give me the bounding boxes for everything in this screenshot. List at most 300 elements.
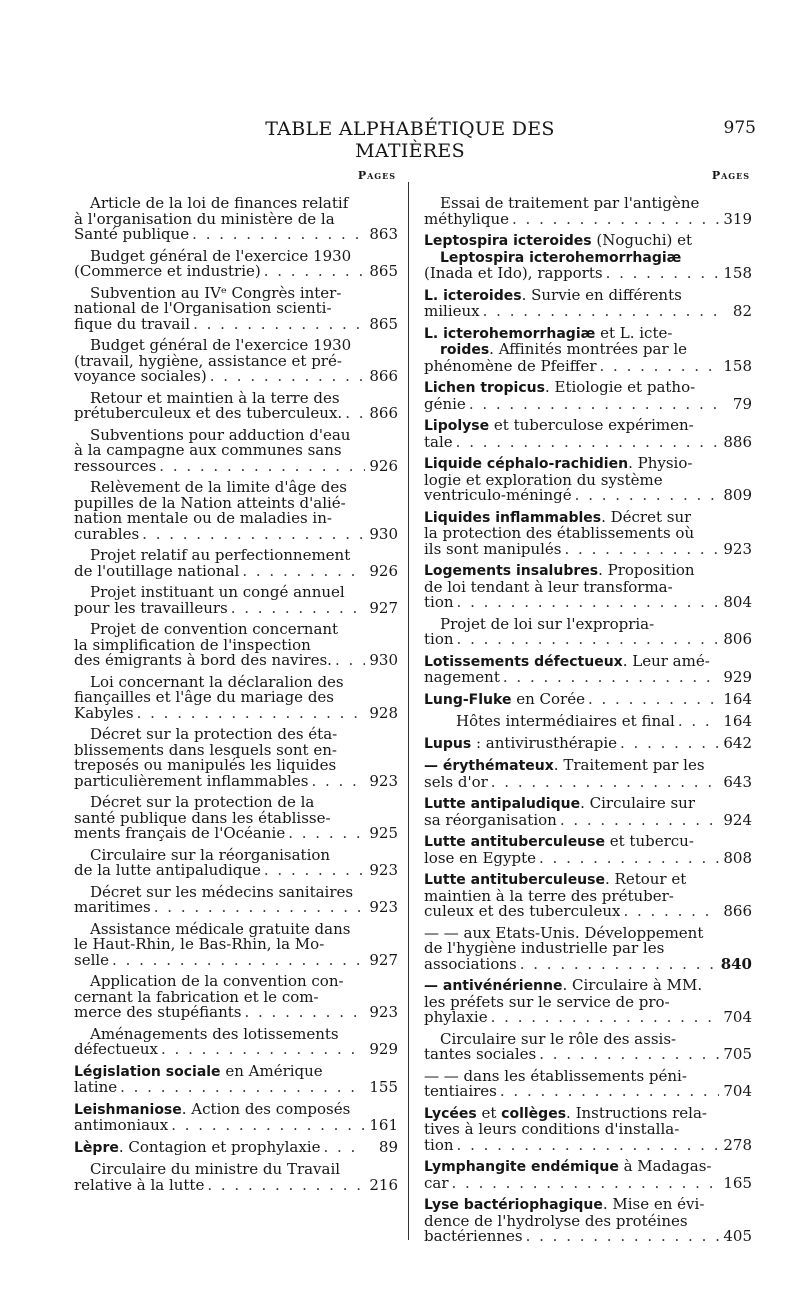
entry-text: en Amérique [220,1063,323,1080]
index-entry [424,380,752,412]
entry-line: santé publique dans les établisse- [74,808,331,827]
entry-line: Retour et maintien à la terre des [90,388,340,407]
dot-leader [171,1118,365,1134]
page-ref: 804 [723,593,752,611]
entry-line: Décret sur la protection des éta- [90,725,338,743]
entry-heading-line [424,288,752,305]
entry-last-line [74,227,398,243]
entry-heading-line [424,342,752,359]
entry-line: logie et exploration du système [424,470,663,489]
page-ref: 82 [732,302,752,320]
index-entry [74,480,398,542]
entry-heading-line [424,796,752,813]
entry-heading [424,418,694,435]
entry-line: à la campagne aux communes sans [74,441,342,459]
entry-last-line [424,1229,752,1245]
entry-heading-line [424,758,752,775]
entry-text: . Contagion et prophylaxie [118,1139,321,1156]
entry-line: Subvention au IVᵉ Congrès inter- [90,283,342,302]
entry-last-line [74,524,398,543]
entry-text: défectueux [74,1042,158,1058]
index-entry [74,548,398,579]
page-ref: 158 [723,356,752,375]
entry-keyword: Leptospira icteroides [424,233,592,249]
index-entry [424,796,752,828]
index-entry [74,919,398,969]
entry-text: tion [424,1137,454,1153]
entry-last-line [74,598,398,617]
entry-text: ments français de l'Océanie [74,826,286,842]
page-ref: 866 [723,902,752,920]
page-ref: 930 [369,651,398,669]
entry-text: ils sont manipulés [424,541,562,557]
page-ref: 923 [723,539,752,558]
entry-text: pour les travailleurs [74,600,228,616]
entry-text: selle [74,952,110,968]
dot-leader [606,266,719,282]
entry-last-line [424,394,752,413]
entry-last-line [424,670,752,686]
dot-leader [539,851,719,867]
dot-leader [288,826,365,842]
dot-leader [483,304,719,320]
page-ref: 278 [723,1135,752,1154]
page-ref: 927 [369,598,398,617]
entry-line: les préfets sur le service de pro- [424,992,670,1011]
index-entry [74,622,398,669]
entry-last-line [74,561,398,580]
entry-text: méthylique [424,211,509,227]
index-entry [74,882,398,916]
page-ref: 929 [723,668,752,686]
entry-keyword: Lung-Fluke [424,691,512,708]
dot-leader [161,1042,365,1058]
entry-last-line [74,456,398,475]
entry-text: et [476,1105,502,1122]
page-ref: 886 [723,432,752,451]
entry-line: — — dans les établissements péni- [424,1066,687,1085]
entry-text: Kabyles [74,705,134,721]
dot-leader [154,900,365,916]
entry-text: tantes sociales [424,1047,537,1063]
entry-line: Circulaire sur la réorganisation [90,845,331,864]
entry-text: lose en Egypte [424,850,537,866]
entry-text: de la lutte antipaludique [74,863,261,879]
dot-leader [231,601,365,617]
dot-leader [323,1140,365,1156]
entry-heading [74,1102,350,1119]
index-entry [424,1106,752,1154]
entry-text: et tubercu- [604,834,694,850]
entry-keyword: Lutte antituberculeuse [424,834,605,850]
entry-heading-line [74,1137,398,1157]
entry-text: . Décret sur [601,509,692,526]
entry-text: Hôtes intermédiaires et final [456,714,675,730]
entry-text: curables [74,526,140,542]
entry-text: . Retour et [604,872,687,888]
page-ref: 926 [369,561,398,580]
entry-text: sels d'or [424,774,488,790]
entry-text: culeux et des tuberculeux [424,904,621,920]
entry-line: maintien à la terre des prétuber- [424,886,674,905]
entry-text: génie [424,396,466,412]
page-ref: 925 [369,824,398,842]
entry-heading-line [74,1064,398,1081]
index-entry [424,456,752,504]
entry-text: particulièrement inflammables [74,773,309,789]
entry-text: de l'outillage national [74,563,240,579]
entry-text: bactériennes [424,1229,523,1245]
left-column [74,168,398,1199]
index-entry [424,714,752,730]
entry-line: Budget général de l'exercice 1930 [90,336,352,354]
dot-leader [120,1080,365,1096]
entry-text: . Circulaire sur [580,796,696,812]
entry-keyword: L. icteroides [424,287,522,304]
index-entry [74,1024,398,1058]
dot-leader [264,863,365,879]
entry-line: Décret sur la protection de la [90,793,315,811]
page-header [0,118,800,162]
entry-heading [424,1159,711,1176]
entry-last-line [424,1084,752,1100]
entry-last-line [74,900,398,916]
entry-line: dence de l'hydrolyse des protéines [424,1211,688,1230]
entry-last-line [424,539,752,558]
index-entry [424,978,752,1026]
dot-leader [520,957,718,973]
entry-text: phénomène de Pfeiffer [424,358,597,374]
dot-leader [678,714,719,730]
entry-text: . Mise en évi- [602,1197,705,1213]
page-title: TABLE ALPHABÉTIQUE DES MATIÈRES [265,118,555,162]
entry-line: Loi concernant la déclaralion des [90,672,344,691]
index-entry [424,614,752,648]
index-entry [424,1066,752,1100]
entry-last-line [74,826,398,842]
entry-heading [74,1064,323,1081]
page-ref: 866 [369,367,398,385]
entry-text: . Leur amé- [622,653,710,670]
entry-heading-line [424,233,752,250]
index-entry [424,689,752,709]
entry-text: maritimes [74,900,151,916]
page-ref: 642 [723,733,752,752]
index-entry [424,758,752,790]
page-ref: 923 [369,861,398,879]
entry-text: Santé publique [74,227,190,243]
entry-line: treposés ou manipulés les liquides [74,756,337,774]
entry-heading [424,233,692,250]
index-entry [424,1159,752,1191]
entry-heading [424,758,705,775]
entry-heading-line [424,834,752,851]
entry-text: des émigrants à bord des navires. [74,653,332,669]
dot-leader [512,212,719,228]
entry-last-line [74,1118,398,1134]
entry-last-line [74,771,398,790]
entry-keyword: Lutte antipaludique [424,796,581,812]
page-ref: 866 [369,404,398,422]
index-entry [424,418,752,450]
entry-text: antimoniaux [74,1118,169,1134]
page-ref: 155 [369,1078,398,1096]
entry-text: phylaxie [424,1010,488,1026]
entry-keyword: Lèpre [74,1139,119,1156]
dot-leader [491,775,719,791]
entry-line: Décret sur les médecins sanitaires [90,882,354,901]
entry-line: Application de la convention con- [90,972,344,990]
page-ref: 705 [723,1045,752,1063]
entry-line: cernant la fabrication et le com- [74,987,319,1006]
entry-heading-line [424,380,752,397]
page-ref: 930 [369,524,398,543]
entry-heading [424,736,617,753]
entry-last-line [424,772,752,791]
page-ref: 926 [369,456,398,475]
dot-leader [112,953,365,969]
page-ref: 923 [369,898,398,916]
page-ref: 865 [369,262,398,280]
dot-leader [620,736,719,752]
index-entry [74,585,398,616]
index-entry [74,795,398,842]
entry-keyword: Lymphangite endémique [424,1159,619,1175]
entry-line: de l'hygiène industrielle par les [424,939,665,957]
entry-last-line [424,1047,752,1063]
page-ref: 79 [732,394,752,413]
page-ref: 158 [723,264,752,282]
entry-heading-line [424,1159,752,1176]
index-entry [424,1029,752,1063]
entry-keyword: Lichen tropicus [424,380,545,396]
entry-text: . Traitement par les [553,758,705,774]
page-ref: 89 [378,1137,398,1156]
dot-leader [244,1005,365,1021]
index-entry [424,654,752,686]
entry-heading-line [74,1102,398,1119]
entry-text: tentiaires [424,1084,497,1100]
entry-last-line [74,950,398,969]
entry-heading-line [424,689,752,709]
index-entry [74,672,398,722]
entry-keyword: collèges [501,1105,567,1122]
dot-leader [457,1138,719,1154]
entry-last-line [424,488,752,504]
index-entry [424,733,752,753]
entry-last-line [74,406,398,422]
entry-line: pupilles de la Nation atteints d'alié- [74,493,346,512]
entry-text: fique du travail [74,316,191,332]
page-ref: 808 [723,848,752,867]
entry-text: merce des stupéfiants [74,1005,242,1021]
entry-text: . Instructions rela- [566,1105,707,1122]
index-entry [74,246,398,280]
entry-text: relative à la lutte [74,1177,205,1193]
entry-line: Assistance médicale gratuite dans [90,919,351,938]
page-ref: 164 [723,689,752,708]
entry-heading-line [424,733,752,753]
entry-last-line [74,314,398,333]
dot-leader [193,317,365,333]
entry-text: : antivirusthérapie [471,735,617,752]
entry-text: . Action des composés [181,1101,351,1118]
page-ref: 924 [723,810,752,829]
entry-last-line [424,904,752,920]
page-ref: 865 [369,314,398,333]
entry-text: sa réorganisation [424,812,557,828]
entry-line: la protection des établissements où [424,524,695,542]
entry-last-line [424,954,752,973]
page-ref: 923 [369,771,398,790]
index-entry [424,510,752,558]
entry-last-line [74,264,398,280]
page-ref: 405 [723,1227,752,1245]
entry-last-line [424,632,752,648]
entry-keyword: Lutte antituberculeuse [424,872,605,888]
dot-leader [560,813,719,829]
entry-line: à l'organisation du ministère de la [74,209,335,228]
index-entry [74,1102,398,1134]
entry-keyword: Liquides inflammables [424,509,602,526]
entry-last-line [424,432,752,451]
entry-last-line [424,1135,752,1154]
dot-leader [210,369,365,385]
entry-text: (Noguchi) et [591,233,693,249]
dot-leader [457,632,719,648]
dot-leader [242,564,365,580]
entry-last-line [74,1080,398,1096]
entry-text: ressources [74,458,157,474]
entry-line: de loi tendant à leur transforma- [424,577,673,596]
entry-line: fiançailles et l'âge du mariage des [74,688,335,706]
entry-text: latine [74,1080,118,1096]
pages-column-label: Pages [357,169,396,182]
page-ref: 319 [723,209,752,228]
page-number: 975 [723,118,756,138]
index-entry [74,196,398,243]
entry-keyword: L. icterohemorrhagiæ [424,325,596,342]
entry-text: (Commerce et industrie) [74,264,261,280]
page-ref: 165 [723,1173,752,1192]
entry-text: associations [424,956,517,972]
entry-heading [74,1140,320,1157]
entry-keyword: Lotissements défectueux [424,653,623,670]
index-entry [74,1064,398,1096]
page-ref: 643 [723,772,752,791]
page-ref: 809 [723,486,752,504]
entry-line: Projet relatif au perfectionnement [90,546,351,564]
entry-line: Subventions pour adduction d'eau [90,425,351,444]
index-entry [74,283,398,333]
entry-last-line [424,356,752,375]
index-entry [74,974,398,1021]
dot-leader [192,227,365,243]
entry-keyword: — antivénérienne [424,978,563,994]
dot-leader [526,1229,719,1245]
entry-heading [440,342,687,359]
entry-text: à Madagas- [618,1159,712,1175]
dot-leader [264,264,365,280]
entry-keyword: Lyse bactériophagique [424,1197,603,1213]
entry-keyword: Lipolyse [424,418,490,434]
entry-text: . Affinités montrées par le [489,342,688,358]
page-ref: 704 [723,1082,752,1100]
index-entry [424,872,752,920]
entry-line: Circulaire du ministre du Travail [90,1160,341,1178]
entry-line: Relèvement de la limite d'âge des [90,478,347,496]
entry-last-line [74,369,398,385]
entry-last-line [74,703,398,722]
entry-line: Article de la loi de finances relatif [90,194,349,212]
entry-heading [424,380,695,397]
dot-leader [565,542,719,558]
entry-last-line [424,304,752,320]
page-ref: 806 [723,630,752,648]
entry-line: Circulaire sur le rôle des assis- [440,1029,677,1048]
entry-last-line [424,810,752,829]
index-entry [74,1162,398,1193]
entry-heading [424,326,672,343]
entry-keyword: Leptospira icterohemorrhagiæ [440,249,682,266]
dot-leader [335,653,365,669]
entry-last-line [74,863,398,879]
entry-line: Projet de convention concernant [90,620,339,638]
entry-text: ventriculo-méningé [424,488,572,504]
entry-line: le Haut-Rhin, le Bas-Rhin, la Mo- [74,935,325,953]
entry-keyword: — érythémateux [424,758,554,774]
entry-heading [440,250,681,267]
entry-text: tion [424,632,454,648]
entry-line: (travail, hygiène, assistance et pré- [74,351,342,370]
entry-last-line [424,209,752,228]
dot-leader [500,1084,719,1100]
index-entry [74,727,398,789]
index-entry [424,233,752,282]
dot-leader [207,1178,365,1194]
entry-last-line [74,1042,398,1058]
entry-text: . Survie en différents [521,287,682,304]
dot-leader [588,692,719,708]
entry-text: voyance sociales) [74,369,207,385]
dot-leader [456,435,719,451]
entry-text: et tuberculose expérimen- [489,418,694,434]
entry-last-line [74,653,398,669]
entry-last-line [424,595,752,611]
pages-column-label: Pages [711,169,750,182]
index-entry [74,425,398,475]
entry-heading-line [424,654,752,671]
page-ref: 216 [369,1175,398,1194]
dot-leader [469,397,719,413]
page-ref: 928 [369,703,398,722]
dot-leader [491,1010,719,1026]
page-ref: 927 [369,950,398,969]
dot-leader [623,904,719,920]
entry-text: nagement [424,670,500,686]
entry-text: prétuberculeux et des tuberculeux. [74,406,343,422]
entry-heading-line [424,418,752,435]
entry-line [424,714,752,730]
dot-leader [311,774,365,790]
entry-text: . Circulaire à MM. [562,978,703,994]
entry-keyword: Législation sociale [74,1063,221,1080]
index-entry [74,338,398,385]
entry-line: Aménagements des lotissements [90,1024,339,1043]
index-entry [424,1197,752,1245]
entry-text: en Corée [511,691,585,708]
entry-text: . Etiologie et patho- [544,380,696,396]
